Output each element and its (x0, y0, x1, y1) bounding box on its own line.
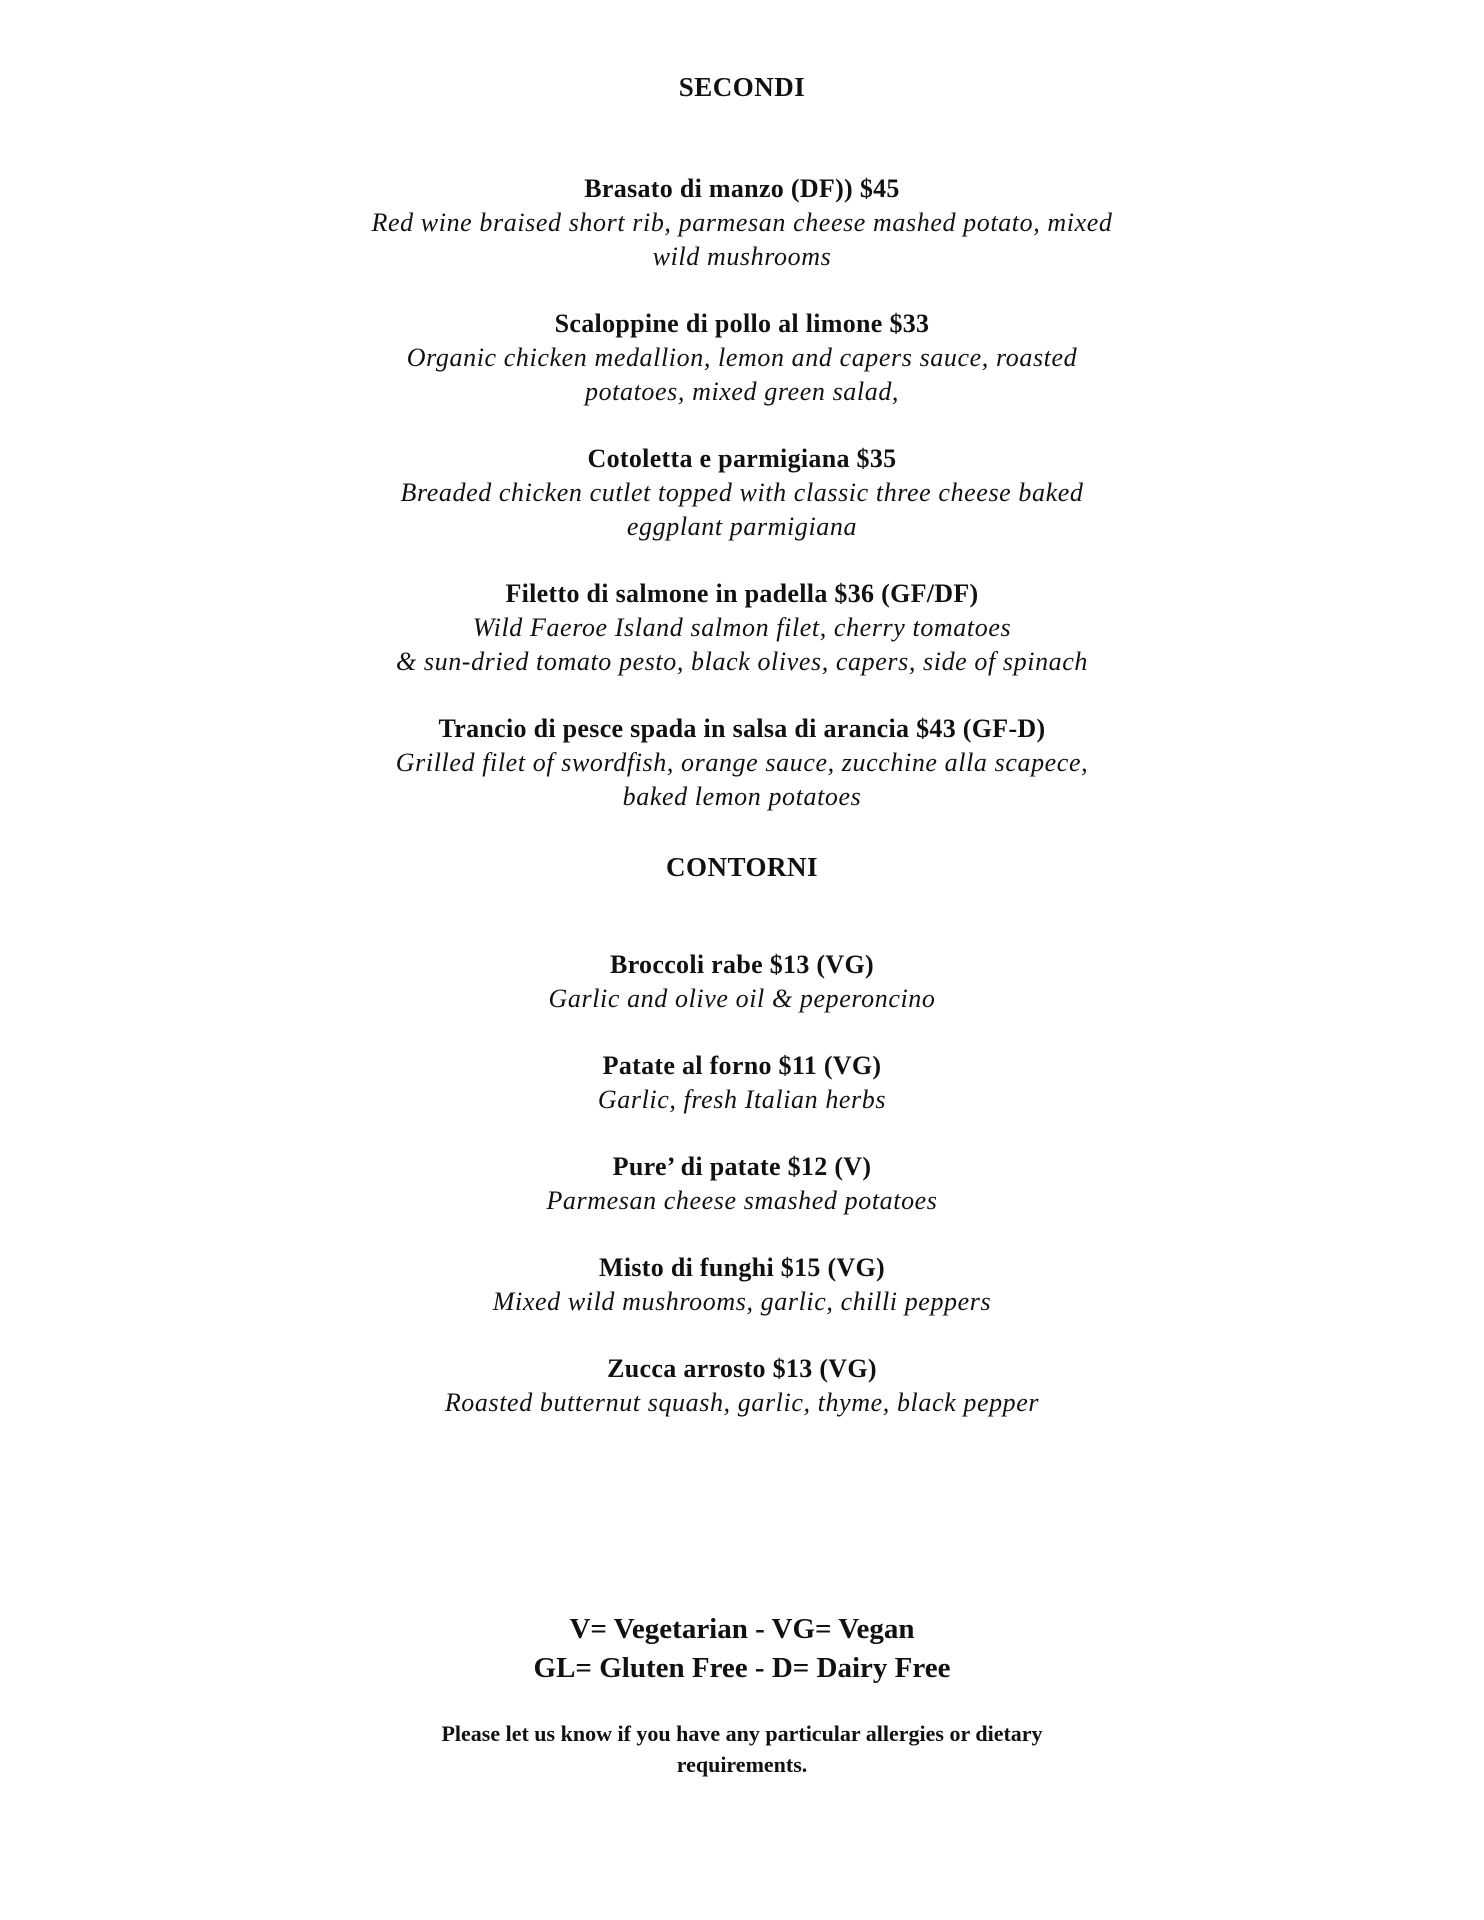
menu-item-name: Zucca arrosto $13 (VG) (607, 1354, 877, 1383)
menu-item-description: Wild Faeroe Island salmon filet, cherry tomatoes (472, 613, 1012, 642)
dietary-legend (0, 1610, 1484, 1688)
menu-item-name: Pure’ di patate $12 (V) (612, 1152, 872, 1181)
allergy-note (392, 1718, 1092, 1780)
menu-item (342, 442, 1142, 544)
menu-item-description: Red wine braised short rib, parmesan cheese mashed potato, mixed (371, 208, 1113, 237)
menu-item-description: Garlic and olive oil & peperoncino (548, 984, 936, 1013)
allergy-note-line: Please let us know if you have any particular allergies or dietary (441, 1721, 1043, 1746)
menu-item (342, 712, 1142, 814)
menu-item-description: Mixed wild mushrooms, garlic, chilli peppers (492, 1287, 992, 1316)
menu-item-description: Parmesan cheese smashed potatoes (546, 1186, 938, 1215)
menu-item-description: wild mushrooms (652, 242, 832, 271)
menu-item (342, 948, 1142, 1016)
menu-item-name: Scaloppine di pollo al limone $33 (554, 309, 930, 338)
menu-item-description: Breaded chicken cutlet topped with classic three cheese baked (400, 478, 1084, 507)
secondi-heading: SECONDI (678, 72, 806, 102)
legend-line: GL= Gluten Free - D= Dairy Free (533, 1652, 951, 1684)
menu-item (342, 172, 1142, 274)
contorni-list (0, 948, 1484, 1453)
menu-item-name: Patate al forno $11 (VG) (602, 1051, 882, 1080)
menu-item-name: Brasato di manzo (DF)) $45 (584, 174, 900, 203)
menu-item-description: Roasted butternut squash, garlic, thyme, black pepper (444, 1388, 1040, 1417)
menu-item (342, 577, 1142, 679)
menu-item-description: potatoes, mixed green salad, (584, 377, 900, 406)
menu-item (342, 307, 1142, 409)
menu-item (342, 1251, 1142, 1319)
menu-item-description: Grilled filet of swordfish, orange sauce, zucchine alla scapece, (395, 748, 1089, 777)
menu-item-name: Cotoletta e parmigiana $35 (587, 444, 897, 473)
menu-item-description: Organic chicken medallion, lemon and capers sauce, roasted (406, 343, 1078, 372)
menu-item-description: eggplant parmigiana (626, 512, 858, 541)
allergy-note-line: requirements. (676, 1752, 808, 1777)
menu-item (342, 1352, 1142, 1420)
menu-item-description: Garlic, fresh Italian herbs (597, 1085, 887, 1114)
menu-item (342, 1049, 1142, 1117)
menu-item-name: Misto di funghi $15 (VG) (598, 1253, 885, 1282)
menu-item-name: Filetto di salmone in padella $36 (GF/DF) (505, 579, 979, 608)
secondi-list (0, 172, 1484, 847)
menu-item-description: baked lemon potatoes (622, 782, 862, 811)
legend-line: V= Vegetarian - VG= Vegan (569, 1613, 915, 1645)
menu-item (342, 1150, 1142, 1218)
menu-item-description: & sun-dried tomato pesto, black olives, capers, side of spinach (395, 647, 1089, 676)
menu-item-name: Trancio di pesce spada in salsa di arancia $43 (GF-D) (438, 714, 1046, 743)
menu-item-name: Broccoli rabe $13 (VG) (610, 950, 874, 979)
contorni-heading: CONTORNI (665, 852, 819, 882)
